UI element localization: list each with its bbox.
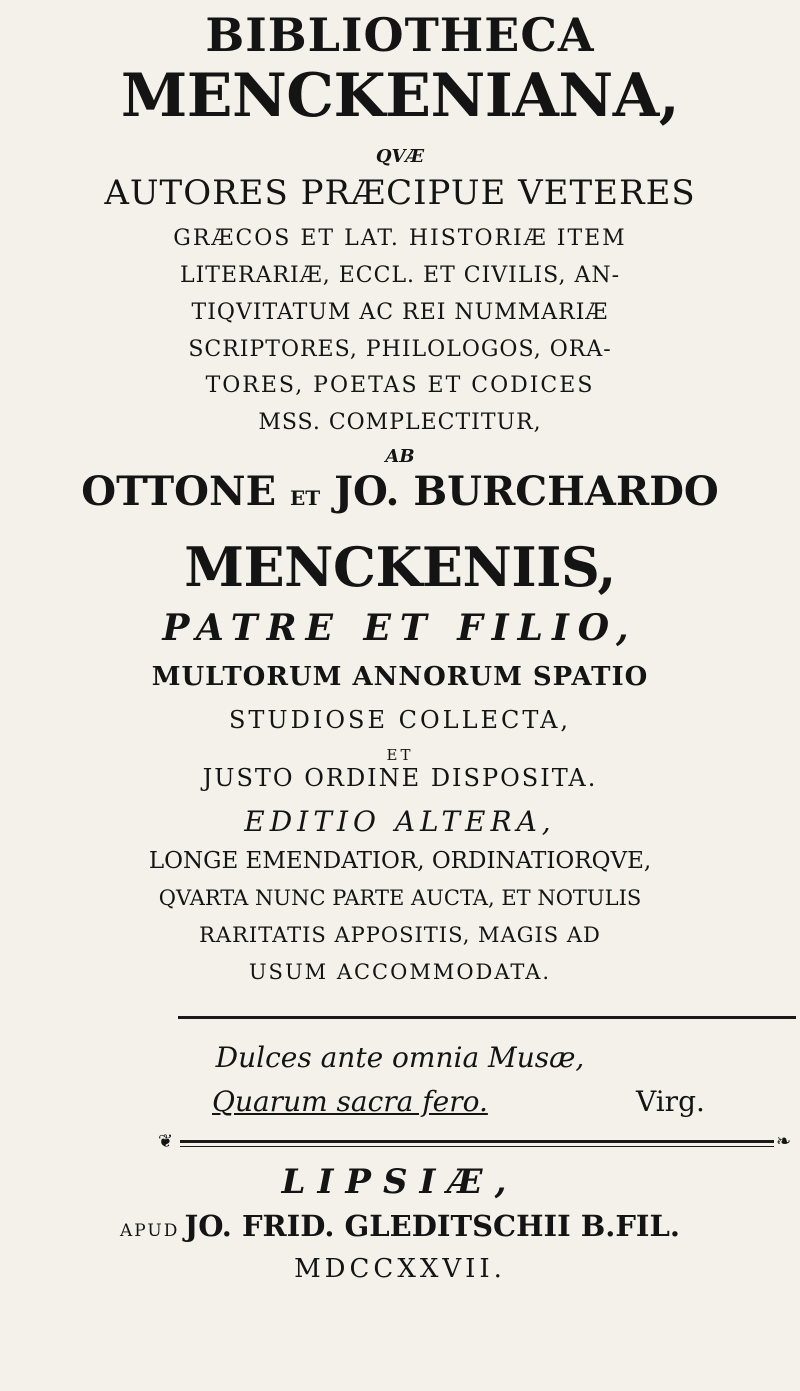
rule-right-ornament-icon: ❧ <box>776 1131 792 1152</box>
divider-rule-2 <box>180 1140 774 1143</box>
subtitle-line-graecos: GRÆCOS ET LAT. HISTORIÆ ITEM <box>173 226 627 251</box>
multorum-annorum: MULTORUM ANNORUM SPATIO <box>151 662 649 692</box>
usum-accommodata: USUM ACCOMMODATA. <box>248 960 552 984</box>
epigraph-attribution: Virg. <box>636 1085 705 1118</box>
subtitle-line-scriptores: SCRIPTORES, PHILOLOGOS, ORA- <box>188 337 612 362</box>
author-burchardo: JO. BURCHARDO <box>334 468 719 515</box>
imprint-printer: JO. FRID. GLEDITSCHII B.FIL. <box>184 1209 680 1243</box>
divider-rule-1 <box>178 1016 796 1019</box>
title-menckeniana: MENCKENIANA, <box>120 61 680 131</box>
raritatis: RARITATIS APPOSITIS, MAGIS AD <box>199 923 601 947</box>
rule-left-ornament-icon: ❦ <box>158 1131 174 1152</box>
epigraph-line-2: Quarum sacra fero. <box>212 1085 488 1118</box>
epigraph-line-1: Dulces ante omnia Musæ, <box>215 1041 585 1074</box>
divider-rule-2-thin <box>180 1146 774 1147</box>
menckeniis: MENCKENIIS, <box>184 535 616 599</box>
studiose-collecta: STUDIOSE COLLECTA, <box>228 706 572 734</box>
imprint-year: MDCCXXVII. <box>294 1254 506 1284</box>
subtitle-line-mss: MSS. COMPLECTITUR, <box>258 410 542 435</box>
title-bibliotheca: BIBLIOTHECA <box>205 8 595 62</box>
authors-line <box>0 468 800 515</box>
subtitle-autores: AUTORES PRÆCIPUE VETERES <box>104 173 696 213</box>
et-small: ET <box>386 746 414 764</box>
title-qvae: QVÆ <box>375 146 425 167</box>
subtitle-line-tiqvitatum: TIQVITATUM AC REI NUMMARIÆ <box>191 300 609 325</box>
subtitle-line-tores: TORES, POETAS ET CODICES <box>205 373 595 398</box>
author-ottone: OTTONE <box>81 468 277 515</box>
patre-et-filio: PATRE ET FILIO, <box>162 607 638 649</box>
ab-word: AB <box>385 446 415 467</box>
justo-ordine: JUSTO ORDINE DISPOSITA. <box>202 764 598 792</box>
imprint-lipsiae: LIPSIÆ, <box>281 1162 519 1202</box>
editio-altera: EDITIO ALTERA, <box>244 805 556 838</box>
subtitle-line-literariae: LITERARIÆ, ECCL. ET CIVILIS, AN- <box>179 263 621 288</box>
imprint-apud: APUD <box>120 1221 180 1241</box>
imprint-printer-line <box>0 1209 800 1243</box>
longe-emendatior: LONGE EMENDATIOR, ORDINATIORQVE, <box>148 848 652 874</box>
author-et: ET <box>290 486 321 510</box>
qvarta-nunc: QVARTA NUNC PARTE AUCTA, ET NOTULIS <box>158 886 642 910</box>
